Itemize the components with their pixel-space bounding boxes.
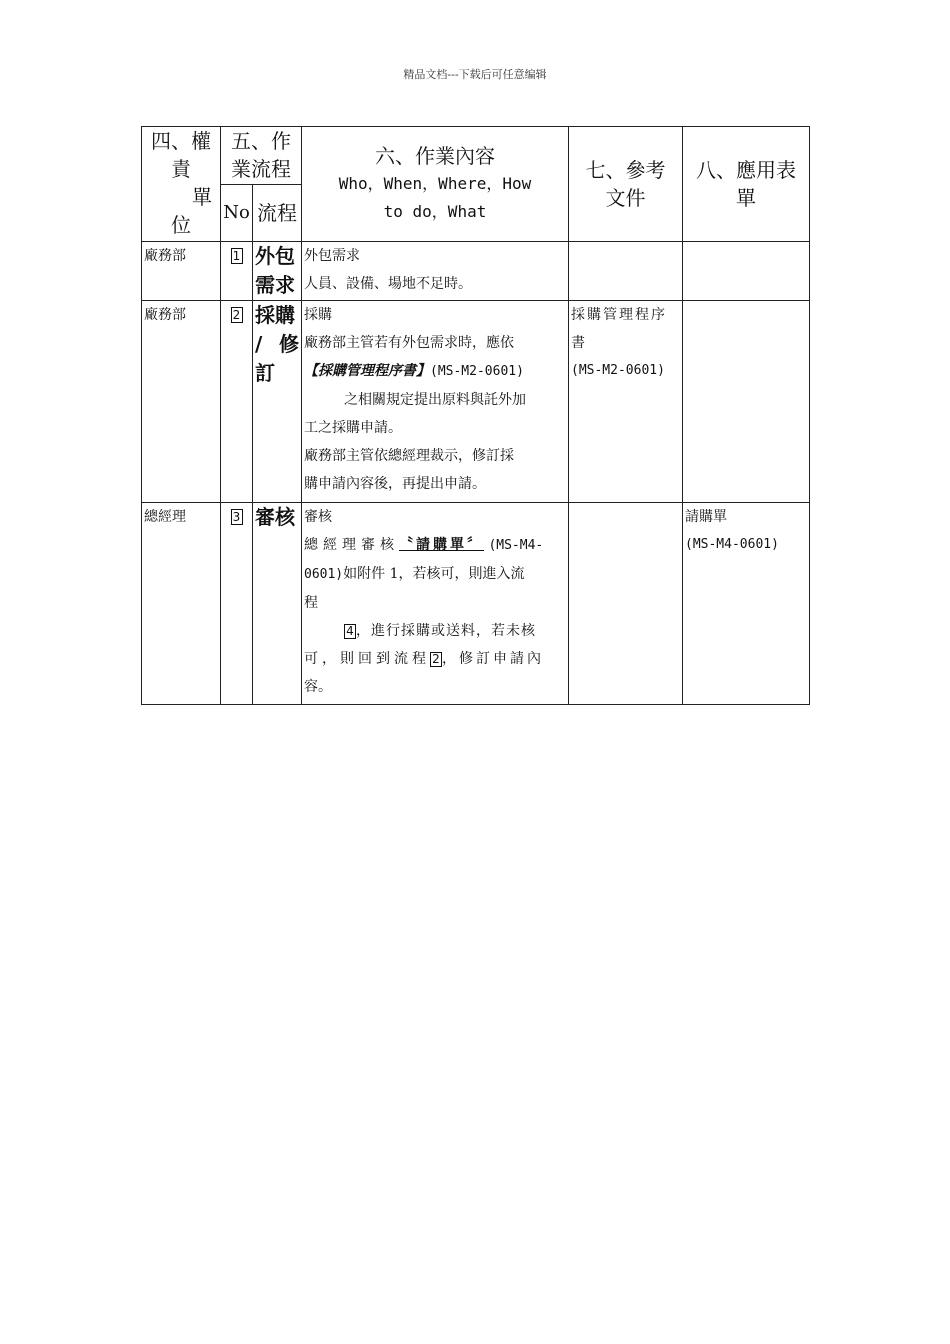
header-unit-line3: 單	[192, 185, 212, 209]
header-content-sub2: to do，What	[383, 202, 487, 221]
step-number: 3	[231, 509, 243, 525]
row-form	[683, 503, 810, 705]
header-applied-forms	[683, 127, 810, 242]
reference-line: 書	[571, 335, 585, 351]
header-content-title: 六、作業內容	[375, 144, 495, 168]
flow-line: 需求	[255, 273, 295, 297]
content-line: 之相關規定提出原料與託外加	[344, 392, 526, 408]
doc-code: (MS-M2-0601)	[430, 364, 524, 379]
header-content-sub1: Who，When，Where，How	[338, 174, 532, 193]
flow-line: 採購	[255, 303, 295, 327]
row-content	[302, 242, 569, 301]
reference-code: (MS-M2-0601)	[571, 363, 665, 378]
content-text: 總經理審核	[304, 537, 399, 553]
content-line: 人員、設備、場地不足時。	[304, 276, 472, 292]
header-forms-line2: 單	[736, 186, 756, 210]
form-ref: 〝請購單〞	[399, 537, 484, 553]
content-line	[304, 357, 566, 386]
header-no: No	[221, 185, 253, 242]
content-line	[304, 560, 566, 589]
flow-line: / 修	[255, 332, 299, 356]
form-line: 請購單	[685, 509, 727, 525]
content-line	[304, 531, 566, 560]
row-form	[683, 301, 810, 503]
table-row	[142, 242, 810, 301]
header-work-content	[302, 127, 569, 242]
doc-code: 0601)	[304, 567, 344, 582]
row-flow	[253, 301, 302, 503]
row-unit: 廠務部	[142, 242, 221, 301]
content-text: ，修訂申請內	[442, 651, 544, 667]
content-line	[304, 645, 566, 673]
row-form	[683, 242, 810, 301]
header-forms-line1: 八、應用表	[696, 158, 796, 182]
doc-code: (MS-M4-	[488, 538, 544, 553]
row-reference	[569, 503, 683, 705]
header-workflow	[221, 127, 302, 185]
header-unit-line1: 四、權	[151, 129, 211, 153]
table-row	[142, 301, 810, 503]
step-ref-box: 4	[344, 624, 356, 639]
row-reference	[569, 242, 683, 301]
header-workflow-line2: 業流程	[231, 157, 291, 181]
flow-line: 訂	[255, 361, 275, 385]
row-content	[302, 301, 569, 503]
header-workflow-line1: 五、作	[231, 129, 291, 153]
row-reference	[569, 301, 683, 503]
row-content	[302, 503, 569, 705]
content-line: 廠務部主管若有外包需求時，應依	[304, 335, 514, 351]
row-flow	[253, 242, 302, 301]
content-text: 可，則回到流程	[304, 651, 430, 667]
content-line: 審核	[304, 509, 332, 525]
content-line: 工之採購申請。	[304, 420, 402, 436]
flow-line: 外包	[255, 244, 295, 268]
content-line: 購申請內容後，再提出申請。	[304, 476, 486, 492]
header-flow: 流程	[253, 185, 302, 242]
header-unit-line2: 責	[171, 157, 191, 181]
flow-line: 審核	[255, 505, 295, 529]
step-ref-box: 2	[430, 652, 442, 667]
content-line	[304, 617, 566, 645]
content-line: 程	[304, 595, 318, 611]
content-line: 廠務部主管依總經理裁示，修訂採	[304, 448, 514, 464]
content-text: ，進行採購或送料，若未核	[356, 623, 536, 639]
procedure-table	[141, 126, 810, 705]
header-ref-line2: 文件	[605, 186, 646, 210]
header-ref-line1: 七、參考	[585, 158, 666, 182]
form-code: (MS-M4-0601)	[685, 537, 779, 552]
content-line: 採購	[304, 307, 332, 323]
row-unit: 總經理	[142, 503, 221, 705]
step-number: 2	[231, 307, 243, 323]
step-number: 1	[231, 248, 243, 264]
reference-line: 採購管理程序	[571, 307, 667, 323]
header-responsible-unit	[142, 127, 221, 242]
row-unit: 廠務部	[142, 301, 221, 503]
content-line: 外包需求	[304, 248, 360, 264]
row-flow	[253, 503, 302, 705]
header-unit-line4: 位	[171, 213, 191, 237]
content-text: 如附件 1，若核可，則進入流	[343, 566, 525, 582]
header-reference-docs	[569, 127, 683, 242]
content-line: 容。	[304, 679, 332, 695]
table-row	[142, 503, 810, 705]
procedure-doc-ref: 【採購管理程序書】	[304, 363, 430, 379]
page-header: 精品文档---下载后可任意编辑	[403, 68, 547, 81]
